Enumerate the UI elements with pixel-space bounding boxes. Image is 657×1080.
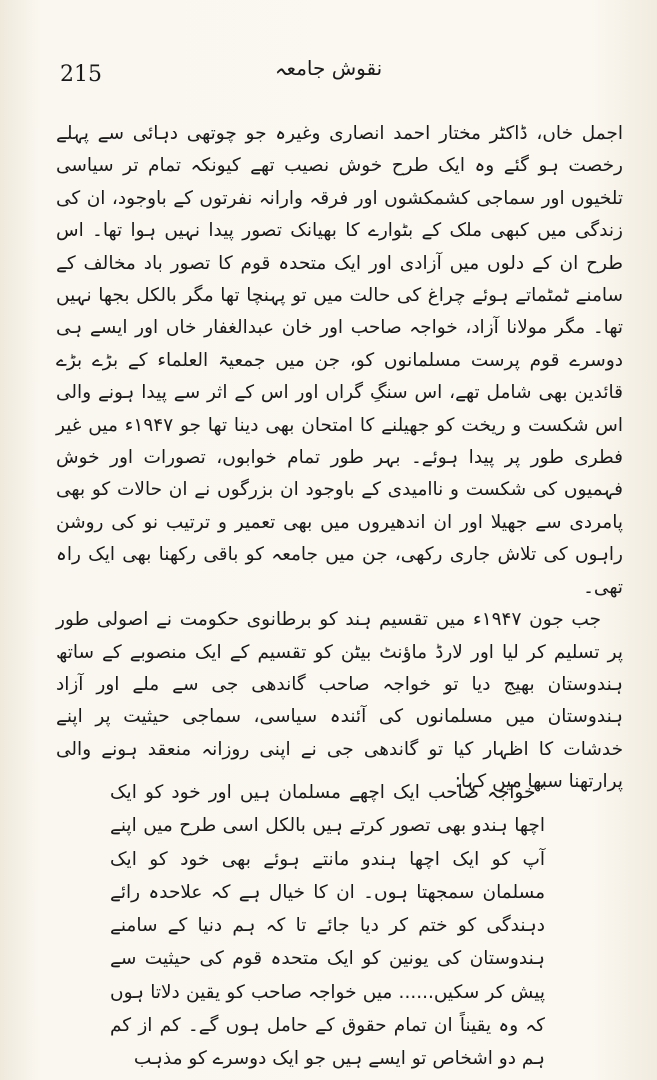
paragraph-1: اجمل خاں، ڈاکٹر مختار احمد انصاری وغیرہ جو چوتھی دہائی سے پہلے رخصت ہو گئے وہ ایک طرح خوش نصیب تھے کیونکہ تمام تر سیاسی تلخیوں اور سماجی کشمکشوں اور فرقہ وارانہ نفرتوں کے باوجود، ان کی زندگی میں کبھی ملک کے بٹوارے کا بھیانک تصور پیدا نہیں ہوا تھا۔ اس طرح ان کے دلوں میں آزادی اور ایک متحدہ قوم کا تصور باد مخالف کے سامنے ٹمٹماتے ہوئے چراغ کی حالت میں تو پہنچا تھا مگر بالکل بجھا نہیں تھا۔ مگر مولانا آزاد، خواجہ صاحب اور خان عبدالغفار خاں اور ایسے ہی دوسرے قوم پرست مسلمانوں کو، جن میں جمعیۃ العلماء کے بڑے بڑے قائدین بھی شامل تھے، اس سنگِ گراں اور اس کے اثر سے پیدا ہونے والی اس شکست و ریخت کو جھیلنے کا امتحان بھی دینا تھا جو ۱۹۴۷ء میں غیر فطری طور پر پیدا ہوئے۔ بہر طور تمام خوابوں، تصورات اور خوش فہمیوں کی شکست و ناامیدی کے باوجود ان بزرگوں نے ان حالات کو بھی پامردی سے جھیلا اور ان اندھیروں میں بھی تعمیر و ترتیب نو کی روشن راہوں کی تلاش جاری رکھی، جن میں جامعہ کو باقی رکھنا بھی ایک راہ تھی۔ [56, 123, 623, 598]
paragraph-2: جب جون ۱۹۴۷ء میں تقسیم ہند کو برطانوی حکومت نے اصولی طور پر تسلیم کر لیا اور لارڈ ماؤنٹ بیٹن کو تقسیم کے ایک منصوبے کے ساتھ ہندوستان بھیج دیا تو خواجہ صاحب گاندھی جی سے ملے اور آزاد ہندوستان میں مسلمانوں کی آئندہ سیاسی، سماجی حیثیت پر اپنے خدشات کا اظہار کیا تو گاندھی جی نے اپنی روزانہ منعقد ہونے والی پرارتھنا سبھا میں کہا: [56, 609, 623, 793]
block-quote: ”خواجہ صاحب ایک اچھے مسلمان ہیں اور خود کو ایک اچھا ہندو بھی تصور کرتے ہیں بالکل اسی طرح میں اپنے آپ کو ایک اچھا ہندو مانتے ہوئے بھی خود کو ایک مسلمان سمجھتا ہوں۔ ان کا خیال ہے کہ علاحدہ رائے دہندگی کو ختم کر دیا جائے تا کہ ہم دنیا کے سامنے ہندوستان کی یونین کو ایک متحدہ قوم کی حیثیت سے پیش کر سکیں...... میں خواجہ صاحب کو یقین دلاتا ہوں کہ وہ یقیناً ان تمام حقوق کے حامل ہوں گے۔ کم از کم ہم دو اشخاص تو ایسے ہیں جو ایک دوسرے کو مذہب [110, 782, 545, 1070]
body-text [56, 118, 623, 799]
running-header: نقوش جامعہ [274, 56, 383, 80]
page-number: 215 [60, 62, 102, 87]
